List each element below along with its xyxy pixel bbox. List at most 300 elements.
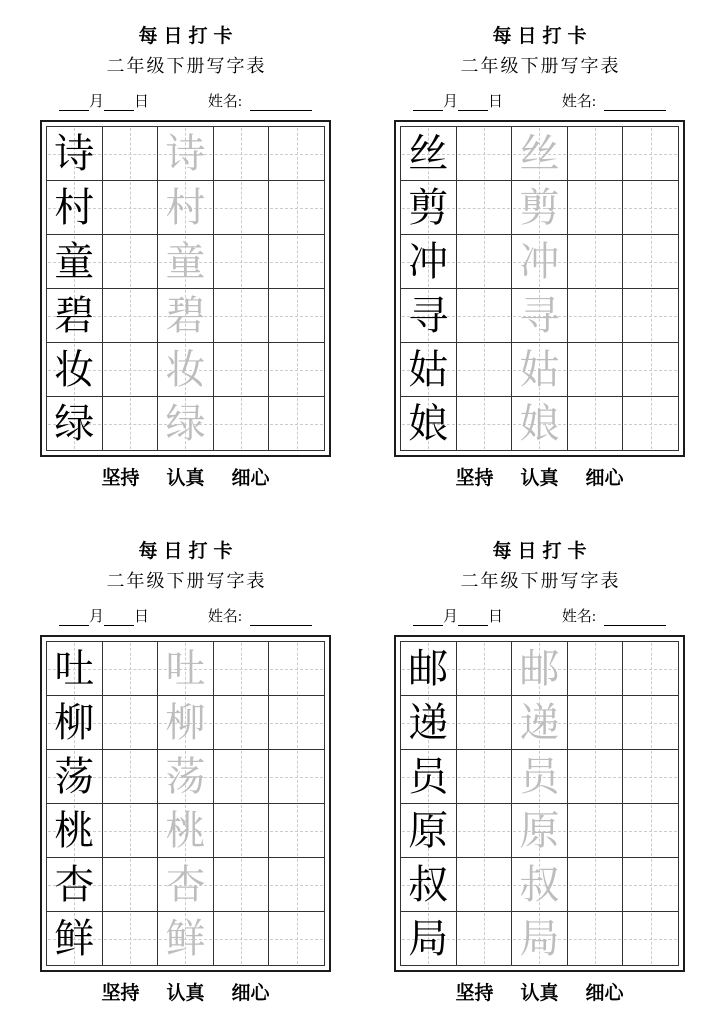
practice-cell	[102, 804, 158, 858]
practice-cell	[269, 804, 325, 858]
practice-row	[47, 696, 325, 750]
practice-cell	[269, 750, 325, 804]
practice-cell	[623, 858, 679, 912]
character-trace: 诗	[165, 131, 206, 176]
practice-cell	[567, 289, 623, 343]
practice-grid-frame	[394, 120, 685, 457]
practice-grid	[46, 641, 325, 966]
date-name-line	[394, 608, 685, 626]
practice-cell	[401, 858, 457, 912]
practice-cell	[102, 127, 158, 181]
practice-cell	[47, 343, 103, 397]
practice-sheet-1	[40, 26, 331, 490]
practice-cell	[158, 912, 214, 966]
character-trace: 员	[519, 754, 560, 799]
sheet-title: 每日打卡	[138, 541, 239, 562]
practice-cell	[567, 642, 623, 696]
practice-cell	[456, 181, 512, 235]
practice-cell	[158, 642, 214, 696]
practice-row	[47, 804, 325, 858]
horizontal-guide-line	[458, 370, 511, 371]
practice-row	[401, 127, 679, 181]
name-label: 姓名:	[561, 94, 596, 110]
character-trace: 原	[519, 808, 560, 853]
horizontal-guide-line	[215, 262, 268, 263]
horizontal-guide-line	[569, 777, 622, 778]
practice-cell	[623, 912, 679, 966]
horizontal-guide-line	[569, 316, 622, 317]
practice-cell	[512, 235, 568, 289]
practice-sheet-3	[40, 541, 331, 1005]
practice-cell	[269, 235, 325, 289]
character-black: 递	[408, 700, 449, 745]
practice-sheet-2	[394, 26, 685, 490]
practice-cell	[269, 181, 325, 235]
character-black: 桃	[54, 808, 95, 853]
footer-word: 认真	[166, 468, 205, 489]
horizontal-guide-line	[458, 831, 511, 832]
horizontal-guide-line	[215, 424, 268, 425]
practice-cell	[567, 858, 623, 912]
name-blank	[604, 611, 666, 626]
horizontal-guide-line	[569, 723, 622, 724]
horizontal-guide-line	[215, 939, 268, 940]
practice-cell	[401, 343, 457, 397]
name-label: 姓名:	[561, 609, 596, 625]
practice-grid-frame	[40, 120, 331, 457]
footer-word: 坚持	[101, 468, 140, 489]
practice-cell	[567, 181, 623, 235]
practice-cell	[623, 397, 679, 451]
horizontal-guide-line	[458, 262, 511, 263]
horizontal-guide-line	[458, 723, 511, 724]
practice-cell	[269, 343, 325, 397]
practice-cell	[401, 289, 457, 343]
horizontal-guide-line	[569, 669, 622, 670]
horizontal-guide-line	[270, 370, 323, 371]
horizontal-guide-line	[270, 777, 323, 778]
practice-cell	[158, 181, 214, 235]
horizontal-guide-line	[104, 370, 157, 371]
practice-cell	[512, 397, 568, 451]
month-blank	[413, 611, 443, 626]
month-label: 月	[443, 609, 459, 625]
horizontal-guide-line	[458, 939, 511, 940]
practice-row	[47, 235, 325, 289]
sheet-footer	[394, 468, 685, 490]
practice-cell	[623, 750, 679, 804]
horizontal-guide-line	[270, 316, 323, 317]
character-black: 局	[408, 916, 449, 961]
practice-cell	[102, 642, 158, 696]
day-label: 日	[134, 609, 150, 625]
horizontal-guide-line	[270, 154, 323, 155]
practice-row	[47, 912, 325, 966]
sheet-footer	[40, 983, 331, 1005]
practice-cell	[512, 912, 568, 966]
horizontal-guide-line	[458, 669, 511, 670]
practice-grid-frame	[40, 635, 331, 972]
character-black: 丝	[408, 131, 449, 176]
horizontal-guide-line	[215, 208, 268, 209]
practice-cell	[623, 804, 679, 858]
horizontal-guide-line	[104, 424, 157, 425]
practice-cell	[512, 343, 568, 397]
practice-cell	[401, 397, 457, 451]
practice-grid	[400, 126, 679, 451]
horizontal-guide-line	[104, 262, 157, 263]
horizontal-guide-line	[215, 723, 268, 724]
footer-word: 细心	[231, 468, 270, 489]
practice-cell	[512, 696, 568, 750]
horizontal-guide-line	[569, 154, 622, 155]
practice-cell	[47, 804, 103, 858]
character-trace: 妆	[165, 347, 206, 392]
character-black: 绿	[54, 401, 95, 446]
horizontal-guide-line	[458, 424, 511, 425]
practice-cell	[213, 750, 269, 804]
practice-cell	[213, 289, 269, 343]
sheet-subtitle: 二年级下册写字表	[106, 571, 267, 591]
practice-cell	[158, 804, 214, 858]
practice-cell	[456, 343, 512, 397]
practice-cell	[456, 235, 512, 289]
practice-cell	[567, 397, 623, 451]
practice-cell	[269, 127, 325, 181]
horizontal-guide-line	[270, 669, 323, 670]
practice-cell	[102, 181, 158, 235]
month-label: 月	[89, 94, 105, 110]
horizontal-guide-line	[104, 316, 157, 317]
practice-row	[401, 343, 679, 397]
practice-cell	[102, 750, 158, 804]
horizontal-guide-line	[624, 777, 677, 778]
practice-cell	[213, 858, 269, 912]
character-black: 童	[54, 239, 95, 284]
practice-cell	[213, 181, 269, 235]
practice-cell	[158, 397, 214, 451]
character-black: 娘	[408, 401, 449, 446]
footer-word: 坚持	[455, 983, 494, 1004]
horizontal-guide-line	[569, 831, 622, 832]
practice-cell	[623, 642, 679, 696]
character-trace: 剪	[519, 185, 560, 230]
horizontal-guide-line	[624, 939, 677, 940]
practice-cell	[213, 127, 269, 181]
practice-cell	[47, 912, 103, 966]
practice-row	[47, 750, 325, 804]
horizontal-guide-line	[624, 262, 677, 263]
practice-cell	[456, 397, 512, 451]
practice-cell	[102, 912, 158, 966]
character-black: 杏	[54, 862, 95, 907]
horizontal-guide-line	[569, 424, 622, 425]
practice-row	[47, 181, 325, 235]
practice-cell	[623, 127, 679, 181]
practice-row	[47, 343, 325, 397]
character-black: 吐	[54, 646, 95, 691]
practice-cell	[47, 289, 103, 343]
practice-cell	[213, 397, 269, 451]
practice-row	[47, 127, 325, 181]
footer-word: 细心	[585, 983, 624, 1004]
practice-cell	[158, 858, 214, 912]
horizontal-guide-line	[215, 831, 268, 832]
practice-row	[401, 397, 679, 451]
practice-row	[47, 289, 325, 343]
horizontal-guide-line	[215, 669, 268, 670]
month-blank	[59, 96, 89, 111]
practice-cell	[158, 235, 214, 289]
horizontal-guide-line	[104, 939, 157, 940]
character-black: 剪	[408, 185, 449, 230]
horizontal-guide-line	[569, 370, 622, 371]
date-name-line	[40, 608, 331, 626]
practice-cell	[567, 127, 623, 181]
character-trace: 递	[519, 700, 560, 745]
sheet-subtitle: 二年级下册写字表	[460, 571, 621, 591]
character-trace: 童	[165, 239, 206, 284]
day-blank	[458, 96, 488, 111]
horizontal-guide-line	[624, 723, 677, 724]
practice-cell	[401, 750, 457, 804]
character-trace: 桃	[165, 808, 206, 853]
practice-row	[47, 642, 325, 696]
practice-cell	[456, 858, 512, 912]
horizontal-guide-line	[624, 424, 677, 425]
practice-cell	[401, 127, 457, 181]
horizontal-guide-line	[624, 370, 677, 371]
sheet-footer	[40, 468, 331, 490]
practice-cell	[401, 642, 457, 696]
practice-cell	[456, 289, 512, 343]
practice-row	[401, 289, 679, 343]
character-trace: 绿	[165, 401, 206, 446]
horizontal-guide-line	[270, 831, 323, 832]
practice-row	[401, 858, 679, 912]
character-trace: 姑	[519, 347, 560, 392]
character-trace: 叔	[519, 862, 560, 907]
character-black: 鲜	[54, 916, 95, 961]
footer-word: 认真	[520, 468, 559, 489]
character-black: 原	[408, 808, 449, 853]
date-name-line	[394, 93, 685, 111]
practice-cell	[512, 750, 568, 804]
horizontal-guide-line	[104, 885, 157, 886]
day-label: 日	[488, 609, 504, 625]
practice-cell	[456, 912, 512, 966]
character-trace: 柳	[165, 700, 206, 745]
practice-cell	[456, 750, 512, 804]
practice-cell	[512, 858, 568, 912]
practice-cell	[102, 343, 158, 397]
practice-cell	[512, 289, 568, 343]
practice-row	[401, 642, 679, 696]
practice-sheet-4	[394, 541, 685, 1005]
character-trace: 丝	[519, 131, 560, 176]
sheet-title: 每日打卡	[138, 26, 239, 47]
practice-cell	[623, 235, 679, 289]
practice-cell	[158, 127, 214, 181]
horizontal-guide-line	[104, 831, 157, 832]
footer-word: 坚持	[101, 983, 140, 1004]
practice-row	[401, 181, 679, 235]
practice-row	[401, 750, 679, 804]
month-blank	[59, 611, 89, 626]
practice-cell	[269, 912, 325, 966]
practice-cell	[47, 397, 103, 451]
practice-grid	[400, 641, 679, 966]
practice-cell	[456, 127, 512, 181]
horizontal-guide-line	[215, 154, 268, 155]
horizontal-guide-line	[270, 424, 323, 425]
practice-cell	[213, 912, 269, 966]
character-trace: 邮	[519, 646, 560, 691]
practice-cell	[401, 696, 457, 750]
practice-cell	[213, 235, 269, 289]
horizontal-guide-line	[270, 939, 323, 940]
practice-cell	[456, 696, 512, 750]
character-trace: 碧	[165, 293, 206, 338]
practice-cell	[512, 127, 568, 181]
character-black: 邮	[408, 646, 449, 691]
month-label: 月	[89, 609, 105, 625]
practice-cell	[567, 750, 623, 804]
name-label: 姓名:	[207, 94, 242, 110]
horizontal-guide-line	[270, 262, 323, 263]
practice-cell	[401, 181, 457, 235]
practice-row	[401, 235, 679, 289]
sheet-subtitle: 二年级下册写字表	[460, 56, 621, 76]
practice-cell	[269, 642, 325, 696]
character-black: 村	[54, 185, 95, 230]
character-trace: 吐	[165, 646, 206, 691]
horizontal-guide-line	[624, 208, 677, 209]
footer-word: 认真	[166, 983, 205, 1004]
month-label: 月	[443, 94, 459, 110]
practice-cell	[623, 696, 679, 750]
practice-cell	[623, 181, 679, 235]
horizontal-guide-line	[458, 208, 511, 209]
name-label: 姓名:	[207, 609, 242, 625]
name-blank	[604, 96, 666, 111]
practice-cell	[401, 912, 457, 966]
practice-cell	[47, 750, 103, 804]
day-blank	[458, 611, 488, 626]
character-black: 寻	[408, 293, 449, 338]
practice-cell	[269, 858, 325, 912]
horizontal-guide-line	[458, 316, 511, 317]
practice-cell	[102, 397, 158, 451]
horizontal-guide-line	[624, 316, 677, 317]
character-trace: 娘	[519, 401, 560, 446]
horizontal-guide-line	[624, 669, 677, 670]
character-black: 叔	[408, 862, 449, 907]
practice-cell	[47, 181, 103, 235]
character-trace: 荡	[165, 754, 206, 799]
horizontal-guide-line	[569, 885, 622, 886]
character-black: 冲	[408, 239, 449, 284]
practice-row	[401, 804, 679, 858]
practice-cell	[567, 343, 623, 397]
horizontal-guide-line	[458, 885, 511, 886]
horizontal-guide-line	[624, 154, 677, 155]
practice-cell	[47, 235, 103, 289]
horizontal-guide-line	[104, 208, 157, 209]
horizontal-guide-line	[215, 777, 268, 778]
horizontal-guide-line	[104, 723, 157, 724]
practice-cell	[567, 235, 623, 289]
day-blank	[104, 96, 134, 111]
practice-cell	[401, 235, 457, 289]
character-trace: 冲	[519, 239, 560, 284]
horizontal-guide-line	[215, 316, 268, 317]
sheet-title: 每日打卡	[492, 541, 593, 562]
practice-cell	[158, 750, 214, 804]
horizontal-guide-line	[569, 262, 622, 263]
character-black: 员	[408, 754, 449, 799]
practice-cell	[47, 642, 103, 696]
practice-cell	[567, 912, 623, 966]
practice-cell	[213, 343, 269, 397]
practice-cell	[102, 858, 158, 912]
character-trace: 村	[165, 185, 206, 230]
character-black: 姑	[408, 347, 449, 392]
footer-word: 认真	[520, 983, 559, 1004]
practice-cell	[213, 804, 269, 858]
practice-cell	[567, 696, 623, 750]
sheet-footer	[394, 983, 685, 1005]
horizontal-guide-line	[270, 723, 323, 724]
footer-word: 坚持	[455, 468, 494, 489]
practice-cell	[512, 181, 568, 235]
character-black: 妆	[54, 347, 95, 392]
practice-cell	[47, 127, 103, 181]
practice-cell	[102, 235, 158, 289]
day-label: 日	[488, 94, 504, 110]
practice-cell	[213, 642, 269, 696]
footer-word: 细心	[231, 983, 270, 1004]
month-blank	[413, 96, 443, 111]
footer-word: 细心	[585, 468, 624, 489]
practice-cell	[567, 804, 623, 858]
practice-cell	[213, 696, 269, 750]
horizontal-guide-line	[104, 154, 157, 155]
practice-row	[47, 858, 325, 912]
practice-cell	[269, 397, 325, 451]
day-blank	[104, 611, 134, 626]
practice-cell	[158, 696, 214, 750]
practice-cell	[623, 289, 679, 343]
horizontal-guide-line	[624, 831, 677, 832]
name-blank	[250, 96, 312, 111]
horizontal-guide-line	[624, 885, 677, 886]
practice-cell	[456, 804, 512, 858]
horizontal-guide-line	[569, 939, 622, 940]
horizontal-guide-line	[270, 885, 323, 886]
practice-row	[401, 912, 679, 966]
practice-cell	[269, 289, 325, 343]
practice-cell	[158, 289, 214, 343]
practice-cell	[512, 642, 568, 696]
practice-cell	[47, 858, 103, 912]
character-black: 荡	[54, 754, 95, 799]
practice-row	[401, 696, 679, 750]
character-black: 柳	[54, 700, 95, 745]
horizontal-guide-line	[458, 154, 511, 155]
practice-cell	[456, 642, 512, 696]
horizontal-guide-line	[104, 669, 157, 670]
